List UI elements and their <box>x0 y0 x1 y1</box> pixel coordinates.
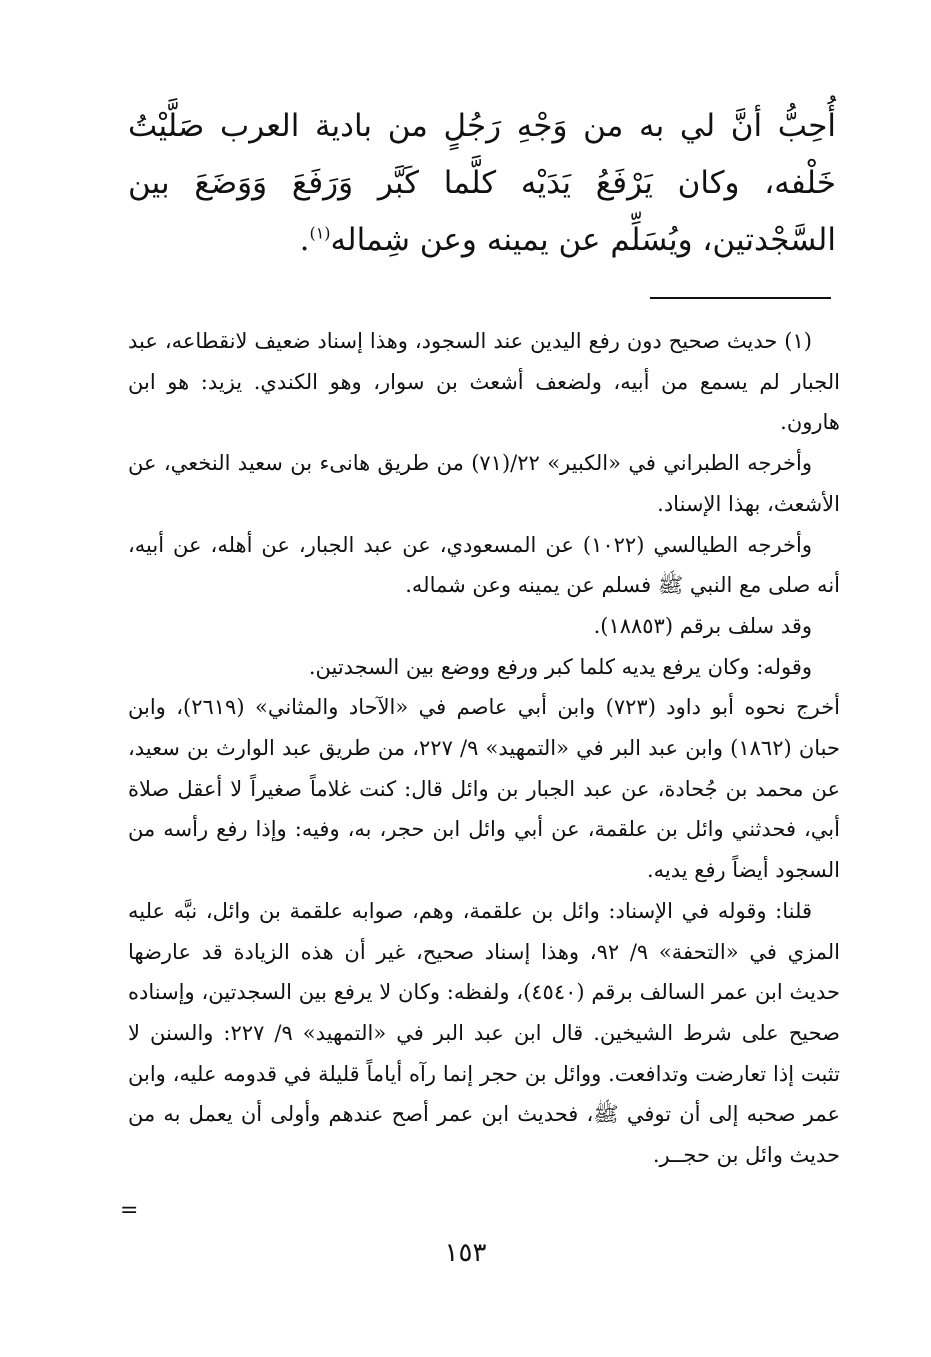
main-text <box>128 98 836 269</box>
footnote-paragraph: أخرج نحوه أبو داود (٧٢٣) وابن أبي عاصم في «الآحاد والمثاني» (٢٦١٩)، وابن حبان (١٨٦٢) وابن عبد البر في «التمهيد» ٩/ ٢٢٧، من طريق عبد الوارث بن سعيد، عن محمد بن جُحادة، عن عبد الجبار بن وائل قال: كنت غلاماً صغيراً لا أعقل صلاة أبي، فحدثني وائل بن علقمة، عن أبي وائل ابن حجر، به، وفيه: وإذا رفع رأسه من السجود أيضاً رفع يديه. <box>128 695 841 883</box>
main-paragraph-text: أُحِبُّ أنَّ لي به من وَجْهِ رَجُلٍ من بادية العرب صَلَّيْتُ خَلْفه، وكان يَرْفَعُ يَدَيْه كلَّما كَبَّر وَرَفَعَ وَوَضَعَ بين السَّجْدتين، ويُسَلِّم عن يمينه وعن شِماله <box>128 108 836 258</box>
main-paragraph <box>128 98 836 269</box>
footnote-paragraph: وأخرجه الطيالسي (١٠٢٢) عن المسعودي، عن عبد الجبار، عن أهله، عن أبيه، أنه صلى مع النبي ﷺ فسلم عن يمينه وعن شماله. <box>128 532 840 598</box>
footnote-paragraph: وقد سلف برقم (١٨٨٥٣). <box>593 613 812 638</box>
footnote-paragraph: وقوله: وكان يرفع يديه كلما كبر ورفع ووضع بين السجدتين. <box>308 654 812 679</box>
footnote-paragraph: (١) حديث صحيح دون رفع اليدين عند السجود، وهذا إسناد ضعيف لانقطاعه، عبد الجبار لم يسمع من أبيه، ولضعف أشعث بن سوار، وهو الكندي. يزيد: هو ابن هارون. <box>128 329 840 435</box>
footnote-paragraph: قلنا: وقوله في الإسناد: وائل بن علقمة، وهم، صوابه علقمة بن وائل، نبَّه عليه المزي في «التحفة» ٩/ ٩٢، وهذا إسناد صحيح، غير أن هذه الزيادة قد عارضها حديث ابن عمر السالف برقم (٤٥٤٠)، ولفظه: وكان لا يرفع بين السجدتين، وإسناده صحيح على شرط الشيخين. قال ابن عبد البر في «التمهيد» ٩/ ٢٢٧: والسنن لا تثبت إذا تعارضت وتدافعت. ووائل بن حجر إنما رآه أياماً قليلة في قدومه عليه، وابن عمر صحبه إلى أن توفي ﷺ، فحديث ابن عمر أصح عندهم وأولى أن يعمل به من حديث وائل بن حجــر. <box>128 898 840 1168</box>
footnote-reference: (١) <box>309 223 331 243</box>
page-number: ١٥٣ <box>444 1238 487 1268</box>
footnote-paragraph: وأخرجه الطبراني في «الكبير» ٢٢/(٧١) من طريق هانىء بن سعيد النخعي، عن الأشعث، بهذا الإسناد. <box>128 451 840 516</box>
footnotes <box>128 321 840 1176</box>
continuation-mark: = <box>120 1198 139 1223</box>
main-paragraph-end: . <box>299 222 310 258</box>
footnote-separator <box>650 297 831 299</box>
